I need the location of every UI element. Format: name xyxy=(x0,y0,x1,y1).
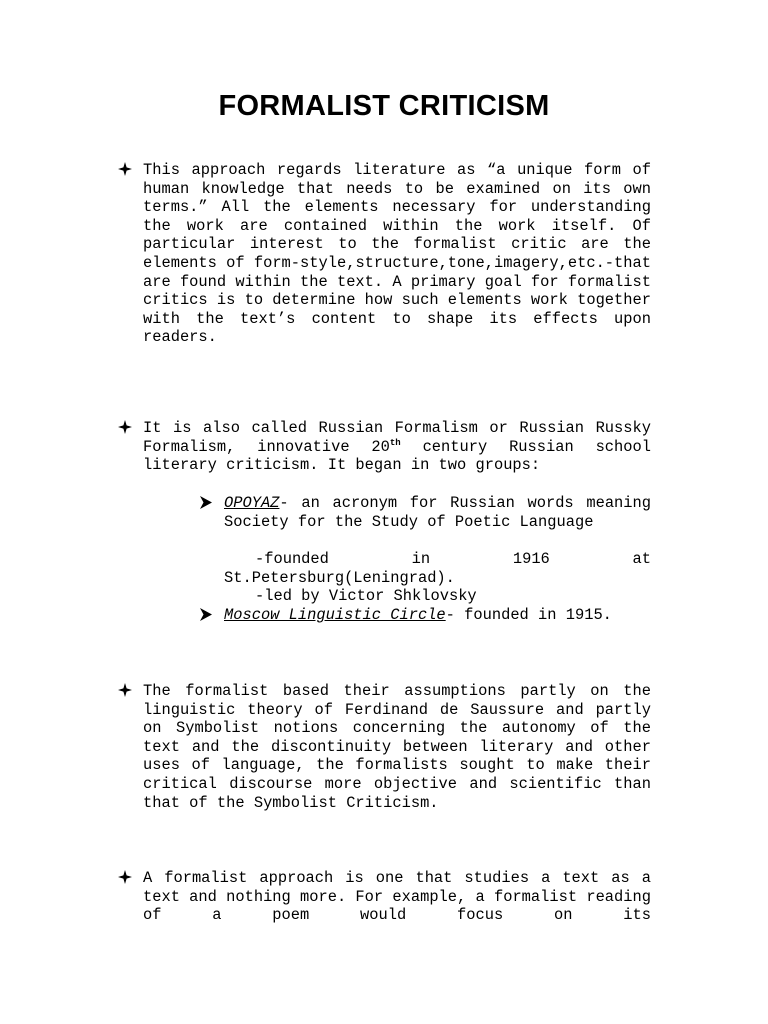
group-led-line xyxy=(224,587,651,606)
bullet-text-2-part-2: century Russian school literary criticism. It began in two groups: xyxy=(143,437,651,475)
bullet-text-3: The formalist based their assumptions partly on the linguistic theory of Ferdinand de Saussure and partly on Symbolist notions concerning the autonomy of the text and the discontinuity between literary and other uses of language, the formalists sought to make their critical discourse more objective and scientific than that of the Symbolist Criticism. xyxy=(143,682,651,812)
page-title: FORMALIST CRITICISM xyxy=(218,90,550,122)
group-description-opoyaz: - an acronym for Russian words meaning Society for the Study of Poetic Language xyxy=(224,494,651,531)
bullet-text-2-part-1: It is also called Russian Formalism or Russian Russky Formalism, innovative 20 xyxy=(143,419,651,456)
group-founded-text: -founded in 1916 at St.Petersburg(Leningrad). xyxy=(224,550,651,587)
arrowhead-bullet-icon xyxy=(200,496,212,509)
diamond-bullet-icon xyxy=(118,162,132,176)
bullet-text-4: A formalist approach is one that studies a text as a text and nothing more. For example, a formalist reading of a poem would focus on its xyxy=(143,869,651,925)
diamond-bullet-icon xyxy=(118,420,132,434)
group-led-text: -led by Victor Shklovsky xyxy=(255,587,477,605)
bullet-text-2 xyxy=(143,419,651,475)
diamond-bullet-icon xyxy=(118,683,132,697)
bullet-text-1: This approach regards literature as “a unique form of human knowledge that needs to be examined on its own terms.” All the elements necessary for understanding the work are contained within the work itself. Of particular interest to the formalist critic are the elements of form-style,structure,tone,imagery,etc.-that are found within the text. A primary goal for formalist critics is to determine how such elements work together with the text’s content to shape its effects upon readers. xyxy=(143,161,651,347)
group-name-opoyaz: OPOYAZ xyxy=(224,494,280,512)
group-text-opoyaz xyxy=(224,494,651,531)
group-name-moscow: Moscow Linguistic Circle xyxy=(224,606,446,624)
diamond-bullet-icon xyxy=(118,870,132,884)
group-text-moscow xyxy=(224,606,651,625)
arrowhead-bullet-icon xyxy=(200,608,212,621)
group-description-moscow: - founded in 1915. xyxy=(445,606,612,624)
group-founded-line xyxy=(224,550,651,587)
ordinal-suffix: th xyxy=(389,437,401,448)
